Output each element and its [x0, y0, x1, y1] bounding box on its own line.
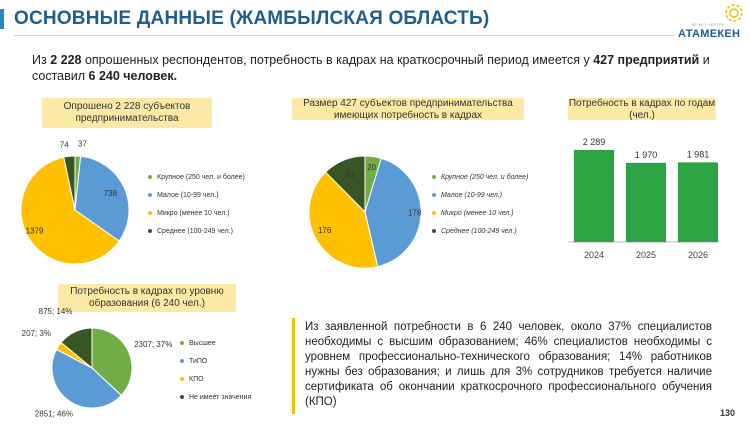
chart1-legend-swatch [148, 229, 152, 233]
chart4-legend-swatch [180, 359, 184, 363]
chart1-label-3: 74 [59, 140, 69, 150]
atameken-logo [678, 2, 748, 46]
header [0, 0, 750, 40]
intro-part-2: опрошенных респондентов, потребность в кадрах на краткосрочный период имеется у [81, 53, 594, 67]
chart1-legend-item [148, 222, 245, 240]
chart3-value-label-0: 2 289 [582, 137, 606, 147]
chart2-title: Размер 427 субъектов предпринимательства имеющих потребность в кадрах [292, 98, 524, 120]
chart1-legend-item [148, 204, 245, 222]
chart1-legend-swatch [148, 211, 152, 215]
chart1-legend-swatch [148, 175, 152, 179]
chart2-legend [432, 168, 528, 240]
chart4-label-3: 875; 14% [38, 307, 73, 317]
chart2-label-1: 178 [407, 208, 422, 218]
chart4-legend-label: Не имеет значения [189, 393, 252, 401]
chart2-legend-label: Микро (менее 10 чел.) [441, 209, 514, 217]
chart1-label-1: 738 [103, 189, 118, 199]
chart2-legend-item [432, 222, 528, 240]
chart3-value-label-2: 1 981 [686, 149, 710, 160]
intro-part-3: и составил [32, 53, 710, 83]
chart2-legend-label: Среднее (100-249 чел.) [441, 227, 517, 235]
chart4-title: Потребность в кадрах по уровню образования (6 240 чел.) [58, 284, 236, 312]
logo-wordmark: АТАМЕКЕН [678, 28, 741, 40]
chart2-label-3: 53 [345, 170, 355, 180]
chart3-title: Потребность в кадрах по годам (чел.) [568, 98, 716, 121]
chart2-label-2: 176 [317, 226, 332, 236]
chart4-label-0: 2307; 37% [134, 340, 173, 350]
chart4-legend [180, 334, 251, 406]
chart3-tick-label-1: 2025 [635, 250, 657, 260]
chart4-legend-swatch [180, 341, 184, 345]
chart1-title: Опрошено 2 228 субъектов предпринимательства [42, 98, 212, 128]
chart2-legend-item [432, 168, 528, 186]
chart4-pie [0, 307, 185, 430]
intro-respondents: 2 228 [50, 53, 82, 67]
chart4-legend-label: Высшее [189, 339, 216, 347]
title-accent-bar [0, 9, 4, 29]
chart2-legend-item [432, 204, 528, 222]
page-title: ОСНОВНЫЕ ДАННЫЕ (ЖАМБЫЛСКАЯ ОБЛАСТЬ) [14, 8, 490, 29]
chart3-value-label-1: 1 970 [634, 149, 658, 160]
chart1-label-2: 1379 [25, 226, 44, 236]
chart1-legend-label: Среднее (100-249 чел.) [157, 227, 234, 235]
chart2-label-0: 20 [367, 162, 377, 172]
chart2-legend-label: Малое (10-99 чел.) [441, 191, 503, 199]
chart3-tick-label-2: 2026 [687, 250, 709, 260]
chart4-legend-item [180, 370, 251, 388]
chart4-legend-swatch [180, 395, 184, 399]
chart2-legend-swatch [432, 229, 436, 233]
chart4-legend-item [180, 388, 251, 406]
chart4-legend-label: КПО [189, 375, 204, 383]
chart2-legend-item [432, 186, 528, 204]
chart2-legend-swatch [432, 211, 436, 215]
chart2-legend-label: Крупное (250 чел. и более) [441, 173, 529, 181]
chart2-legend-swatch [432, 175, 436, 179]
chart3-bar-2026 [678, 162, 718, 242]
chart1-pie [0, 130, 150, 290]
chart1-legend-label: Малое (10-99 чел.) [157, 191, 219, 199]
chart3-bar-2024 [574, 150, 614, 242]
intro-part-1: Из [32, 53, 51, 67]
conclusion-text: Из заявленной потребности в 6 240 человек, около 37% специалистов необходимы с высшим образованием; 46% специалистов необходимы с уровнем профессионально-технического образования; 14% работников нужны без образования; и лишь для 3% сотрудников требуется наличие сертификата об окончании краткосрочного профессионального обучения (КПО) [292, 318, 712, 414]
title-divider [14, 35, 674, 36]
chart1-legend-item [148, 186, 245, 204]
intro-people: 6 240 человек. [88, 69, 178, 83]
page-number: 130 [720, 408, 736, 418]
chart4-legend-item [180, 352, 251, 370]
logo-subtitle: ҚР ҰКП · НПП РК [692, 22, 724, 27]
chart1-legend [148, 168, 245, 240]
chart1-legend-label: Микро (менее 10 чел.) [157, 209, 230, 217]
chart1-legend-item [148, 168, 245, 186]
chart3-tick-label-0: 2024 [583, 250, 605, 260]
intro-enterprises: 427 предприятий [593, 53, 700, 67]
chart4-legend-swatch [180, 377, 184, 381]
chart4-label-1: 2851; 46% [34, 409, 74, 419]
chart4-legend-item [180, 334, 251, 352]
chart1-legend-swatch [148, 193, 152, 197]
chart3-bar-chart [568, 130, 718, 270]
chart4-legend-label: ТиПО [189, 357, 208, 365]
chart2-legend-swatch [432, 193, 436, 197]
intro-text [32, 52, 712, 84]
chart2-pie [290, 130, 440, 290]
chart1-label-0: 37 [77, 139, 87, 149]
chart1-legend-label: Крупное (250 чел. и более) [157, 173, 245, 181]
chart3-bar-2025 [626, 163, 666, 242]
chart4-label-2: 207; 3% [21, 328, 52, 338]
